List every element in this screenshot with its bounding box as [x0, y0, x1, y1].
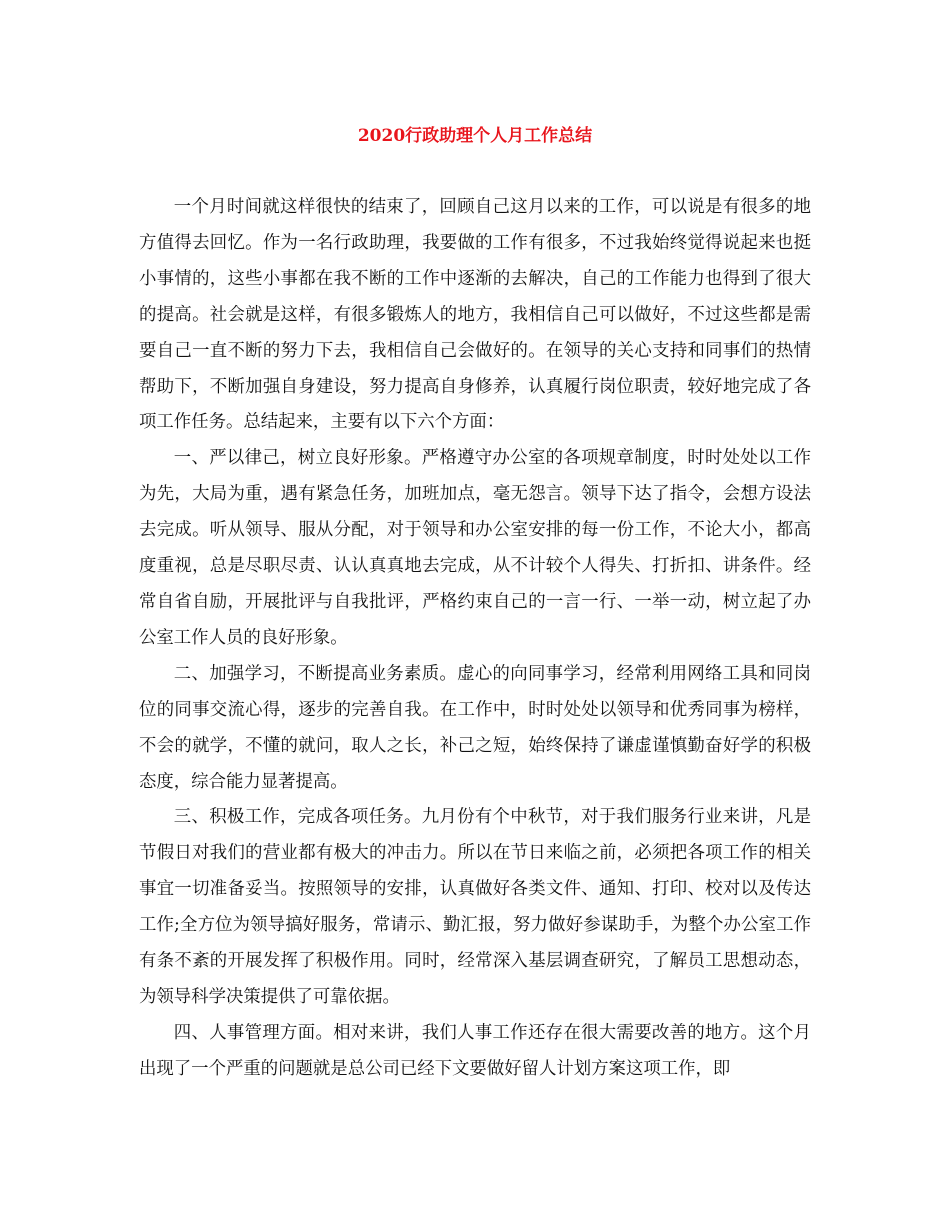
document-body — [139, 190, 811, 1088]
paragraph-intro: 一个月时间就这样很快的结束了，回顾自己这月以来的工作，可以说是有很多的地方值得去回忆。作为一名行政助理，我要做的工作有很多，不过我始终觉得说起来也挺小事情的，这些小事都在我不断的工作中逐渐的去解决，自己的工作能力也得到了很大的提高。社会就是这样，有很多锻炼人的地方，我相信自己可以做好，不过这些都是需要自己一直不断的努力下去，我相信自己会做好的。在领导的关心支持和同事们的热情帮助下，不断加强自身建设，努力提高自身修养，认真履行岗位职责，较好地完成了各项工作任务。总结起来，主要有以下六个方面： — [139, 197, 811, 433]
document-title: 2020行政助理个人月工作总结 — [357, 126, 593, 146]
paragraph-section-2: 二、加强学习，不断提高业务素质。虚心的向同事学习，经常利用网络工具和同岗位的同事交流心得，逐步的完善自我。在工作中，时时处处以领导和优秀同事为榜样，不会的就学，不懂的就问，取人之长，补己之短，始终保持了谦虚谨慎勤奋好学的积极态度，综合能力显著提高。 — [139, 663, 811, 792]
paragraph-section-1: 一、严以律己，树立良好形象。严格遵守办公室的各项规章制度，时时处处以工作为先，大局为重，遇有紧急任务，加班加点，毫无怨言。领导下达了指令，会想方设法去完成。听从领导、服从分配，对于领导和办公室安排的每一份工作，不论大小，都高度重视，总是尽职尽责、认认真真地去完成，从不计较个人得失、打折扣、讲条件。经常自省自励，开展批评与自我批评，严格约束自己的一言一行、一举一动，树立起了办公室工作人员的良好形象。 — [139, 448, 811, 648]
paragraph-section-4: 四、人事管理方面。相对来讲，我们人事工作还存在很大需要改善的地方。这个月出现了一个严重的问题就是总公司已经下文要做好留人计划方案这项工作，即 — [139, 1022, 811, 1079]
paragraph-section-3: 三、积极工作，完成各项任务。九月份有个中秋节，对于我们服务行业来讲，凡是节假日对我们的营业都有极大的冲击力。所以在节日来临之前，必须把各项工作的相关事宜一切准备妥当。按照领导的安排，认真做好各类文件、通知、打印、校对以及传达工作;全方位为领导搞好服务，常请示、勤汇报，努力做好参谋助手，为整个办公室工作有条不紊的开展发挥了积极作用。同时，经常深入基层调查研究，了解员工思想动态，为领导科学决策提供了可靠依据。 — [139, 807, 811, 1007]
